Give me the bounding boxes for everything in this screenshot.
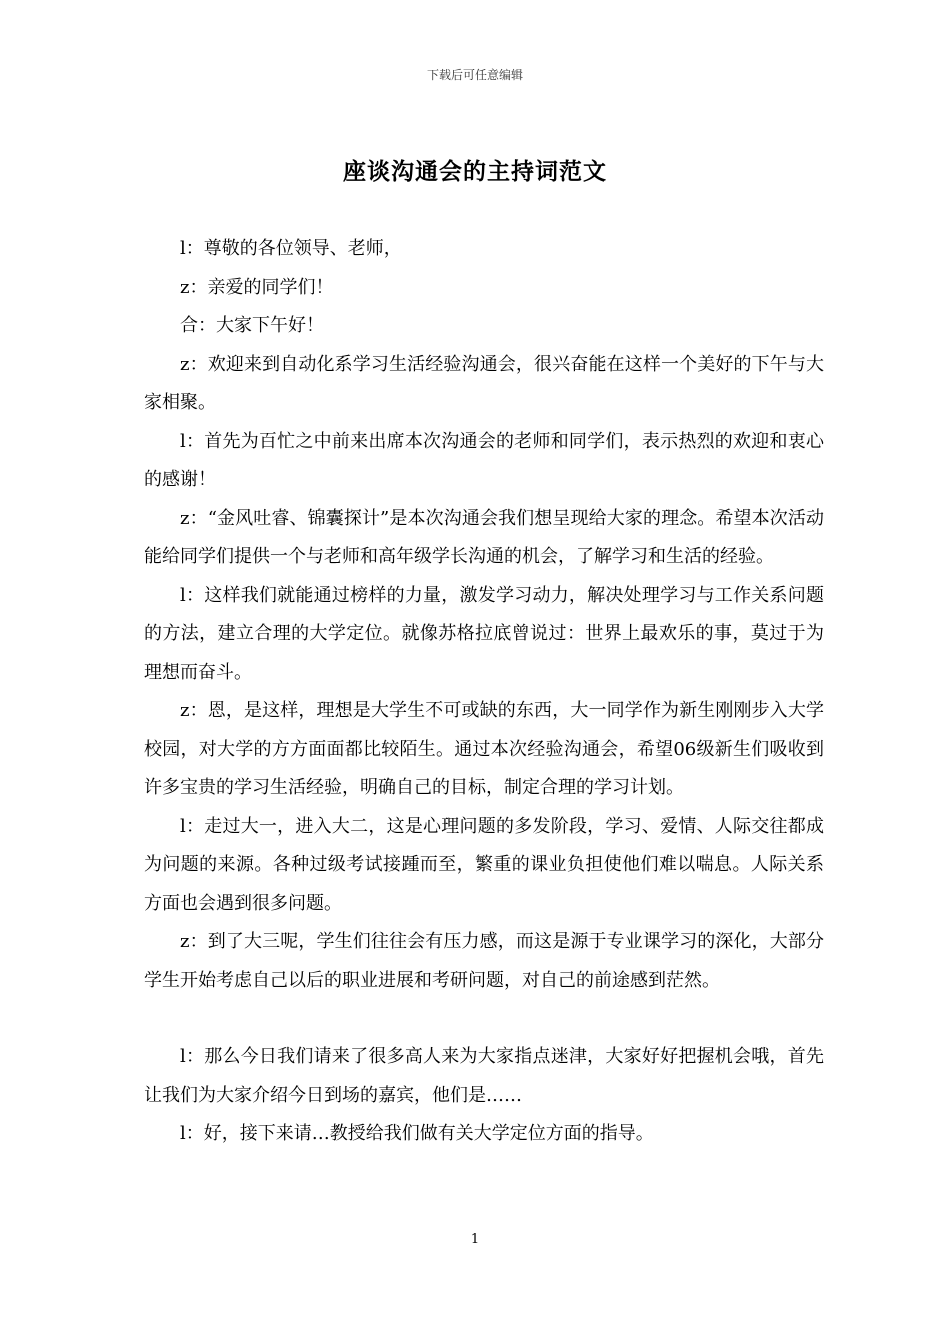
paragraph: z：亲爱的同学们！ [180,276,334,298]
paragraph: l：首先为百忙之中前来出席本次沟通会的老师和同学们，表示热烈的欢迎和衷心的感谢！ [144,430,824,490]
paragraph: l：走过大一，进入大二，这是心理问题的多发阶段，学习、爱情、人际交往都成为问题的来源。各种过级考试接踵而至，繁重的课业负担使他们难以喘息。人际关系方面也会遇到很多问题。 [144,815,824,914]
paragraph: z：“金风吐睿、锦囊探计”是本次沟通会我们想呈现给大家的理念。希望本次活动能给同学们提供一个与老师和高年级学长沟通的机会，了解学习和生活的经验。 [144,507,824,567]
page-number: 1 [470,1232,480,1247]
paragraph: z：恩，是这样，理想是大学生不可或缺的东西，大一同学作为新生刚刚步入大学校园，对大学的方方面面都比较陌生。通过本次经验沟通会，希望06级新生们吸收到许多宝贵的学习生活经验，明确自己的目标，制定合理的学习计划。 [144,700,824,798]
paragraph: z：到了大三呢，学生们往往会有压力感，而这是源于专业课学习的深化，大部分学生开始考虑自己以后的职业进展和考研问题，对自己的前途感到茫然。 [144,931,824,991]
document-body [144,230,824,1154]
document-title: 座谈沟通会的主持词范文 [343,158,607,185]
paragraph: z：欢迎来到自动化系学习生活经验沟通会，很兴奋能在这样一个美好的下午与大家相聚。 [144,353,824,413]
paragraph: l：那么今日我们请来了很多高人来为大家指点迷津，大家好好把握机会哦，首先让我们为大家介绍今日到场的嘉宾，他们是…… [144,1046,824,1106]
paragraph: 合：大家下午好！ [180,315,324,336]
paragraph: l：这样我们就能通过榜样的力量，激发学习动力，解决处理学习与工作关系问题的方法，建立合理的大学定位。就像苏格拉底曾说过：世界上最欢乐的事，莫过于为理想而奋斗。 [144,584,824,683]
page-header-note: 下载后可任意编辑 [426,68,523,82]
paragraph: l：尊敬的各位领导、老师， [180,238,402,259]
paragraph: l：好，接下来请…教授给我们做有关大学定位方面的指导。 [180,1123,654,1144]
